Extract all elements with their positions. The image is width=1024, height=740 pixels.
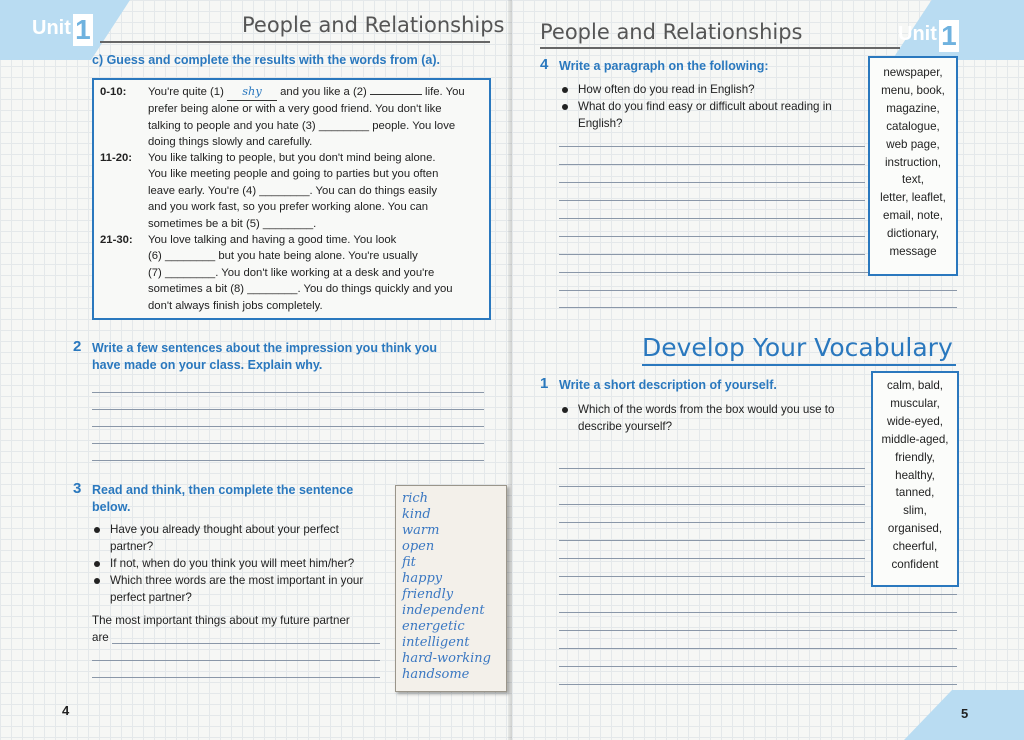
unit-number: 1 [939,20,959,52]
bullet-item [578,98,832,132]
question-2-number: 2 [73,338,82,355]
header-rule [540,47,900,49]
unit-number: 1 [73,14,93,46]
sentence-prompt [92,612,350,646]
result-line: doing things slowly and carefully. [148,136,313,149]
bullet-item [578,401,834,435]
answer-1[interactable]: shy [227,84,277,101]
result-label: 11-20: [100,152,133,164]
box-word: menu, book, [881,83,945,97]
right-page [512,0,1024,740]
writing-line[interactable] [559,182,865,183]
unit-word: Unit [32,17,71,40]
writing-line[interactable] [559,164,865,165]
result-line: don't always finish jobs completely. [148,299,323,312]
result-line: You like meeting people and going to parties but you often [148,168,439,181]
paper-word: rich [402,491,429,506]
paper-word: friendly [402,587,454,602]
box-word: text, [902,173,924,187]
result-line: talking to people and you hate (3) ________ people. You love [148,119,456,132]
writing-line[interactable] [559,612,957,613]
result-0-10 [100,84,485,154]
box-word: newspaper, [883,66,943,79]
box-word: calm, bald, [886,379,944,392]
writing-line[interactable] [559,666,957,667]
result-line: You love talking and having a good time. You look [148,234,397,246]
writing-line[interactable] [559,486,865,487]
writing-line[interactable] [92,460,484,461]
box-word: friendly, [895,450,935,464]
page-header: People and Relationships [242,13,505,37]
section-c-title: c) Guess and complete the results with the words from (a). [92,53,440,67]
media-word-box [868,56,958,276]
box-word: organised, [887,522,943,536]
prompt-line: are [92,631,109,644]
bullet-line: Have you already thought about your perfect [110,523,339,536]
result-line: prefer being alone or with a very good friend. You don't like [148,103,442,116]
bullet-item [110,521,339,555]
box-word: email, note, [883,209,943,223]
writing-line[interactable] [92,677,380,678]
question-3-number: 3 [73,480,82,497]
bullet-line: describe yourself? [578,420,673,433]
bullet-line: Which of the words from the box would you use to [578,403,835,416]
result-line: You like talking to people, but you don't mind being alone. [148,152,436,164]
bullet-item [110,555,354,572]
writing-line[interactable] [92,392,484,393]
page-number: 4 [62,703,70,718]
result-label: 0-10: [100,86,127,98]
result-line: sometimes be a bit (5) ________. [148,217,317,230]
writing-line[interactable] [559,146,865,147]
box-word: catalogue, [886,119,940,133]
blank-2[interactable] [370,84,422,95]
writing-line[interactable] [92,443,484,444]
unit-label [898,20,959,52]
page-number: 5 [961,706,969,721]
box-word: instruction, [884,155,942,169]
results-box [92,78,491,320]
bullet-line: perfect partner? [110,591,192,604]
result-21-30 [100,232,485,316]
box-word: tanned, [895,486,935,500]
title-line: below. [92,500,131,514]
writing-line[interactable] [92,426,484,427]
box-word: wide-eyed, [886,414,944,428]
result-line: and you work fast, so you prefer working alone. You can [148,201,429,214]
appearance-word-box [871,371,959,587]
header-rule [100,41,490,43]
prompt-line: The most important things about my future partner [92,614,350,627]
box-word: cheerful, [892,540,938,554]
paper-word: hard-working [402,651,491,666]
bullet-line: What do you find easy or difficult about reading in [578,100,832,113]
writing-line[interactable] [559,218,865,219]
question-4-title: Write a paragraph on the following: [559,59,769,73]
title-line: have made on your class. Explain why. [92,358,323,372]
writing-line[interactable] [559,200,865,201]
box-word: magazine, [886,101,940,115]
page-header: People and Relationships [540,20,803,44]
box-word: healthy, [895,468,935,482]
box-word: letter, leaflet, [880,191,946,205]
result-text [148,84,480,151]
box-word: confident [891,558,939,572]
bullet-line: English? [578,117,623,130]
vocab-question-1-title: Write a short description of yourself. [559,378,777,392]
paper-word: fit [402,555,416,570]
box-word: slim, [903,504,927,518]
title-line: Read and think, then complete the sentence [92,483,354,497]
writing-line[interactable] [559,540,865,541]
bullet-item [578,81,755,98]
writing-line[interactable] [559,648,957,649]
paper-word: open [402,539,435,554]
paper-word: kind [402,507,431,522]
writing-line[interactable] [92,660,380,661]
result-line: You're quite (1) [148,86,227,98]
writing-line[interactable] [92,409,484,410]
bullet-item [110,572,363,606]
bullet-line: Which three words are the most important in your [110,574,364,587]
unit-word: Unit [898,23,937,46]
paper-word: intelligent [402,635,470,650]
writing-line[interactable] [559,684,957,685]
paper-word: happy [402,571,443,586]
question-2-title [92,340,437,374]
result-line: sometimes a bit (8) ________. You do things quickly and you [148,283,453,296]
writing-line[interactable] [559,254,865,255]
result-line: leave early. You're (4) ________. You can do things easily [148,184,437,197]
writing-line[interactable] [559,576,865,577]
writing-line[interactable] [559,290,957,291]
result-line: and you like a (2) [276,86,370,98]
writing-line[interactable] [559,558,865,559]
writing-line[interactable] [112,643,380,644]
torn-paper-word-list [395,485,507,692]
bullet-line: How often do you read in English? [578,83,755,96]
box-word: web page, [886,137,940,151]
vocab-title-rule [642,364,956,366]
result-text [148,150,480,232]
result-text [148,232,480,314]
bullet-line: partner? [110,540,154,553]
question-4-number: 4 [540,56,549,73]
result-11-20 [100,150,485,234]
writing-line[interactable] [559,236,865,237]
paper-word: warm [402,523,440,538]
result-line: (7) ________. You don't like working at a desk and you're [148,266,435,279]
title-line: Write a few sentences about the impression you think you [92,341,437,355]
writing-line[interactable] [559,504,865,505]
box-word: middle-aged, [881,432,949,446]
vocab-question-1-number: 1 [540,375,549,392]
vocab-section-title: Develop Your Vocabulary [642,333,953,362]
paper-word: energetic [402,619,465,634]
result-label: 21-30: [100,234,133,246]
unit-label [32,14,93,46]
writing-line[interactable] [559,522,865,523]
bullet-line: If not, when do you think you will meet him/her? [110,557,355,570]
box-word: message [889,245,937,259]
question-3-title [92,482,353,516]
paper-word: independent [402,603,485,618]
writing-line[interactable] [559,468,865,469]
box-word: dictionary, [887,227,939,241]
writing-line[interactable] [559,307,957,308]
box-word: muscular, [890,396,940,410]
writing-line[interactable] [559,594,957,595]
writing-line[interactable] [559,630,957,631]
paper-word: handsome [402,667,470,682]
result-line: (6) ________ but you hate being alone. You're usually [148,250,418,263]
result-line: life. You [421,86,465,98]
